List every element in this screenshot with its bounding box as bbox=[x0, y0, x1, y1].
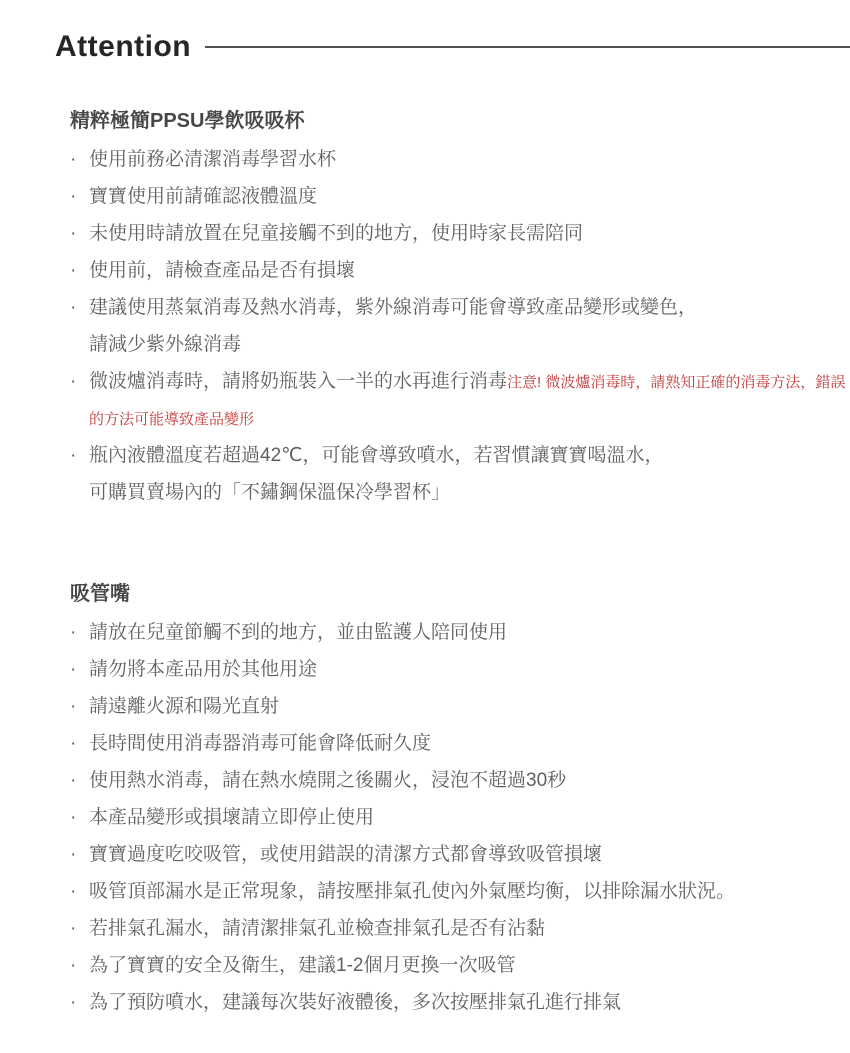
item-text: 寶寶過度吃咬吸管，或使用錯誤的清潔方式都會導致吸管損壞 bbox=[89, 844, 603, 865]
list-item bbox=[70, 725, 850, 762]
list-item bbox=[70, 289, 850, 363]
bullet-dot-icon: · bbox=[70, 955, 77, 976]
section-title: 吸管嘴 bbox=[70, 583, 130, 605]
item-text: 使用前，請檢查產品是否有損壞 bbox=[89, 260, 356, 281]
item-text: 未使用時請放置在兒童接觸不到的地方，使用時家長需陪同 bbox=[89, 223, 584, 244]
bullet-dot-icon: · bbox=[70, 445, 77, 466]
list-item bbox=[70, 984, 850, 1021]
item-text-line1: 瓶內液體溫度若超過42℃，可能會導致噴水，若習慣讓寶寶喝溫水， bbox=[89, 445, 664, 466]
item-text bbox=[89, 289, 850, 363]
list-item bbox=[70, 762, 850, 799]
bullet-dot-icon: · bbox=[70, 881, 77, 902]
list-item bbox=[70, 252, 850, 289]
item-text-continued: 請減少紫外線消毒 bbox=[89, 334, 242, 355]
header-divider-line bbox=[205, 46, 850, 48]
list-item bbox=[70, 836, 850, 873]
attention-header bbox=[55, 30, 850, 64]
bullet-dot-icon: · bbox=[70, 659, 77, 680]
item-text bbox=[89, 437, 850, 511]
list-item bbox=[70, 910, 850, 947]
bullet-dot-icon: · bbox=[70, 918, 77, 939]
item-text: 使用熱水消毒，請在熱水燒開之後關火，浸泡不超過30秒 bbox=[89, 770, 567, 791]
item-text: 為了預防噴水，建議每次裝好液體後，多次按壓排氣孔進行排氣 bbox=[89, 992, 622, 1013]
bullet-dot-icon: · bbox=[70, 186, 77, 207]
list-item bbox=[70, 437, 850, 511]
item-text: 請遠離火源和陽光直射 bbox=[89, 696, 280, 717]
section-title: 精粹極簡PPSU學飲吸吸杯 bbox=[70, 110, 305, 132]
item-text: 請放在兒童節觸不到的地方，並由監護人陪同使用 bbox=[89, 622, 508, 643]
bullet-dot-icon: · bbox=[70, 733, 77, 754]
list-item bbox=[70, 873, 850, 910]
list-item bbox=[70, 651, 850, 688]
list-item bbox=[70, 215, 850, 252]
bullet-dot-icon: · bbox=[70, 297, 77, 318]
item-text-line1: 建議使用蒸氣消毒及熱水消毒，紫外線消毒可能會導致產品變形或變色， bbox=[89, 297, 698, 318]
list-item bbox=[70, 178, 850, 215]
bullet-dot-icon: · bbox=[70, 149, 77, 170]
list-item bbox=[70, 363, 850, 437]
list-item bbox=[70, 799, 850, 836]
attention-heading: Attention bbox=[55, 30, 192, 63]
item-text: 若排氣孔漏水，請清潔排氣孔並檢查排氣孔是否有沾黏 bbox=[89, 918, 546, 939]
list-item bbox=[70, 141, 850, 178]
item-text: 本產品變形或損壞請立即停止使用 bbox=[89, 807, 375, 828]
list-item bbox=[70, 947, 850, 984]
bullet-dot-icon: · bbox=[70, 992, 77, 1013]
item-text bbox=[89, 363, 850, 437]
item-text-line1: 微波爐消毒時，請將奶瓶裝入一半的水再進行消毒 bbox=[89, 371, 508, 392]
bullet-list bbox=[70, 141, 850, 511]
item-text: 請勿將本產品用於其他用途 bbox=[89, 659, 318, 680]
bullet-dot-icon: · bbox=[70, 844, 77, 865]
bullet-dot-icon: · bbox=[70, 371, 77, 392]
item-text: 吸管頂部漏水是正常現象，請按壓排氣孔使內外氣壓均衡，以排除漏水狀況。 bbox=[89, 881, 736, 902]
item-text: 使用前務必清潔消毒學習水杯 bbox=[89, 149, 337, 170]
bullet-dot-icon: · bbox=[70, 260, 77, 281]
bullet-dot-icon: · bbox=[70, 807, 77, 828]
section-straw-spout bbox=[55, 581, 850, 1021]
list-item bbox=[70, 688, 850, 725]
item-text: 寶寶使用前請確認液體溫度 bbox=[89, 186, 318, 207]
item-text: 長時間使用消毒器消毒可能會降低耐久度 bbox=[89, 733, 432, 754]
bullet-dot-icon: · bbox=[70, 696, 77, 717]
bullet-dot-icon: · bbox=[70, 223, 77, 244]
item-text-continued: 可購買賣場內的「不鏽鋼保溫保冷學習杯」 bbox=[89, 482, 451, 503]
item-text: 為了寶寶的安全及衛生，建議1-2個月更換一次吸管 bbox=[89, 955, 516, 976]
bullet-list bbox=[70, 614, 850, 1021]
bullet-dot-icon: · bbox=[70, 622, 77, 643]
section-cup-care bbox=[55, 108, 850, 511]
warning-note: 注意! 微波爐消毒時，請熟知正確的消毒方法，錯誤的方法可能導致產品變形 bbox=[89, 374, 846, 428]
bullet-dot-icon: · bbox=[70, 770, 77, 791]
list-item bbox=[70, 614, 850, 651]
